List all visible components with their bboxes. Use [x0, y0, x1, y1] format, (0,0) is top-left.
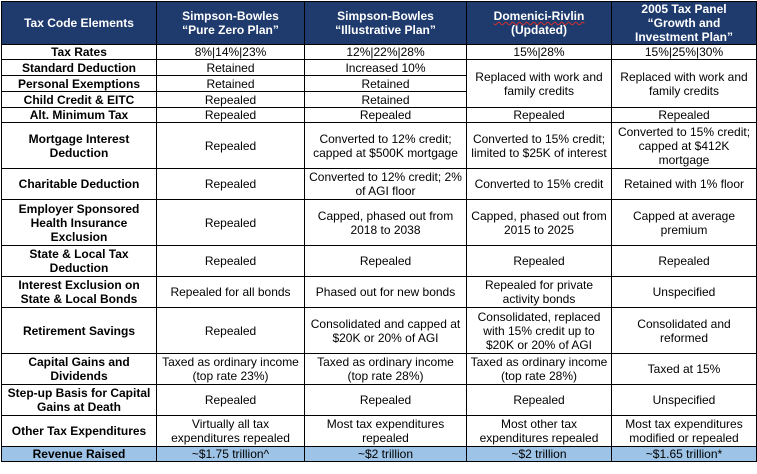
- table-cell: Repealed: [157, 246, 305, 277]
- row-label: Capital Gains and Dividends: [2, 354, 157, 385]
- header-text: Domenici-Rivlin: [493, 9, 585, 23]
- row-label: Retirement Savings: [2, 308, 157, 354]
- table-cell: Repealed: [157, 200, 305, 246]
- table-cell: 12%|22%|28%: [305, 45, 467, 60]
- table-cell: Capped, phased out from 2015 to 2025: [467, 200, 612, 246]
- table-cell: Unspecified: [612, 385, 757, 416]
- table-cell: Capped at average premium: [612, 200, 757, 246]
- revenue-row: [2, 447, 757, 462]
- row-label: Mortgage Interest Deduction: [2, 123, 157, 169]
- row-label: State & Local Tax Deduction: [2, 246, 157, 277]
- table-cell: Retained: [157, 76, 305, 92]
- table-cell: Repealed: [157, 169, 305, 200]
- table-cell: Repealed: [305, 108, 467, 123]
- table-cell: Repealed: [612, 246, 757, 277]
- table-cell: Retained: [305, 92, 467, 108]
- table-row: [2, 385, 757, 416]
- header-text: Simpson-Bowles: [337, 9, 434, 23]
- table-row: [2, 60, 757, 76]
- header-simpson-bowles-illustrative: [305, 2, 467, 45]
- table-cell: Virtually all tax expenditures repealed: [157, 416, 305, 447]
- tax-comparison-table: [1, 1, 757, 462]
- table-cell: Repealed: [467, 246, 612, 277]
- table-cell: Converted to 15% credit; capped at $412K mortgage: [612, 123, 757, 169]
- table-cell: Taxed as ordinary income (top rate 23%): [157, 354, 305, 385]
- header-2005-tax-panel: [612, 2, 757, 45]
- row-label: Personal Exemptions: [2, 76, 157, 92]
- table-cell: Converted to 15% credit; limited to $25K of interest: [467, 123, 612, 169]
- table-cell: Repealed: [305, 385, 467, 416]
- header-text: Investment Plan”: [634, 30, 734, 44]
- table-cell: Repealed: [157, 92, 305, 108]
- table-cell: Consolidated and capped at $20K or 20% of AGI: [305, 308, 467, 354]
- table-cell: 15%|25%|30%: [612, 45, 757, 60]
- table-cell: ~$1.75 trillion^: [157, 447, 305, 462]
- row-label: Charitable Deduction: [2, 169, 157, 200]
- table-cell: Repealed for all bonds: [157, 277, 305, 308]
- row-label: Alt. Minimum Tax: [2, 108, 157, 123]
- table-cell: Converted to 12% credit; capped at $500K mortgage: [305, 123, 467, 169]
- row-label: Child Credit & EITC: [2, 92, 157, 108]
- row-label: Revenue Raised: [2, 447, 157, 462]
- table-cell: Converted to 15% credit: [467, 169, 612, 200]
- table-cell: 8%|14%|23%: [157, 45, 305, 60]
- table-row: [2, 308, 757, 354]
- table-row: [2, 45, 757, 60]
- table-cell: Repealed: [467, 385, 612, 416]
- table-cell: Consolidated and reformed: [612, 308, 757, 354]
- row-label: Tax Rates: [2, 45, 157, 60]
- table-cell: Taxed as ordinary income (top rate 28%): [467, 354, 612, 385]
- table-cell: Retained: [305, 76, 467, 92]
- row-label: Standard Deduction: [2, 60, 157, 76]
- table-cell: Retained with 1% floor: [612, 169, 757, 200]
- header-row: [2, 2, 757, 45]
- table-cell: Consolidated, replaced with 15% credit up to $20K or 20% of AGI: [467, 308, 612, 354]
- table-cell: Repealed: [157, 108, 305, 123]
- table-cell: Taxed as ordinary income (top rate 28%): [305, 354, 467, 385]
- header-text: “Illustrative Plan”: [335, 23, 436, 37]
- table-cell: ~$2 trillion: [305, 447, 467, 462]
- row-label: Step-up Basis for Capital Gains at Death: [2, 385, 157, 416]
- table-cell: Unspecified: [612, 277, 757, 308]
- header-tax-code-elements: Tax Code Elements: [2, 2, 157, 45]
- header-simpson-bowles-pure-zero: [157, 2, 305, 45]
- table-row: [2, 200, 757, 246]
- row-label: Other Tax Expenditures: [2, 416, 157, 447]
- table-cell: Converted to 12% credit; 2% of AGI floor: [305, 169, 467, 200]
- table-cell: Capped, phased out from 2018 to 2038: [305, 200, 467, 246]
- row-label: Employer Sponsored Health Insurance Exclusion: [2, 200, 157, 246]
- table-cell: ~$1.65 trillion*: [612, 447, 757, 462]
- table-cell: Repealed: [157, 123, 305, 169]
- header-text: “Growth and: [647, 16, 721, 30]
- table-cell: ~$2 trillion: [467, 447, 612, 462]
- table-cell: Repealed: [157, 385, 305, 416]
- table-cell: Repealed: [305, 246, 467, 277]
- table-cell: Repealed: [157, 308, 305, 354]
- table-cell: Increased 10%: [305, 60, 467, 76]
- table-cell: Most tax expenditures modified or repealed: [612, 416, 757, 447]
- table-cell: 15%|28%: [467, 45, 612, 60]
- table-cell: Retained: [157, 60, 305, 76]
- table-row: [2, 277, 757, 308]
- table-cell: Repealed: [612, 108, 757, 123]
- header-text: “Pure Zero Plan”: [182, 23, 279, 37]
- table-row: [2, 108, 757, 123]
- table-cell-merged: Replaced with work and family credits: [612, 60, 757, 108]
- table-row: [2, 123, 757, 169]
- header-text: 2005 Tax Panel: [641, 2, 727, 16]
- header-domenici-rivlin: [467, 2, 612, 45]
- table-cell: Phased out for new bonds: [305, 277, 467, 308]
- table-row: [2, 354, 757, 385]
- table-cell: Repealed: [467, 108, 612, 123]
- table-cell: Most other tax expenditures repealed: [467, 416, 612, 447]
- table-row: [2, 169, 757, 200]
- table-cell: Taxed at 15%: [612, 354, 757, 385]
- header-text: (Updated): [511, 23, 567, 37]
- table-row: [2, 246, 757, 277]
- row-label: Interest Exclusion on State & Local Bonds: [2, 277, 157, 308]
- header-text: Simpson-Bowles: [182, 9, 279, 23]
- table-cell-merged: Replaced with work and family credits: [467, 60, 612, 108]
- table-row: [2, 416, 757, 447]
- table-cell: Repealed for private activity bonds: [467, 277, 612, 308]
- table-cell: Most tax expenditures repealed: [305, 416, 467, 447]
